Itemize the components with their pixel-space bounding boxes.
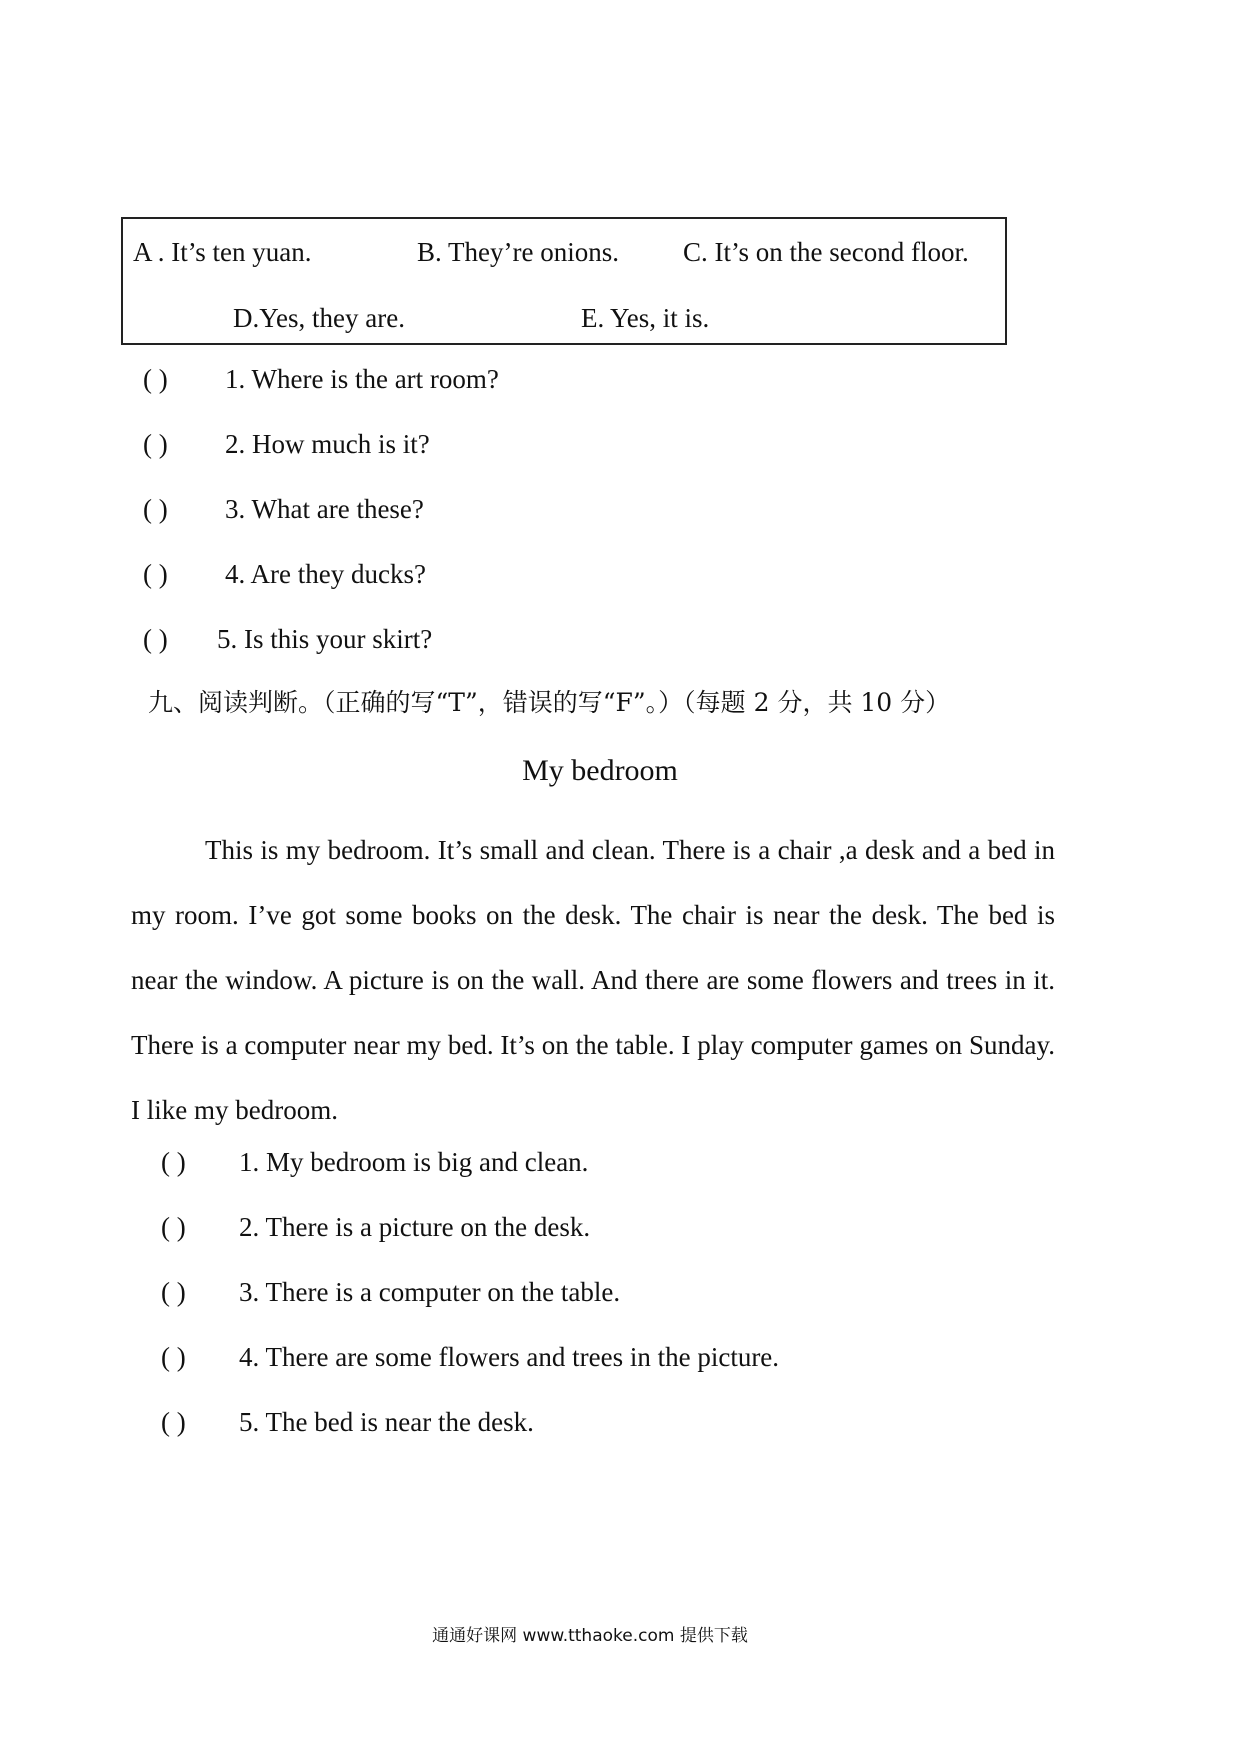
option-b: B. They’re onions. — [417, 237, 619, 267]
judge-question-5 — [161, 1409, 534, 1436]
option-e: E. Yes, it is. — [581, 303, 710, 333]
section-heading: 九、阅读判断。（正确的写“T”，错误的写“F”。）（每题 2 分，共 10 分） — [148, 688, 951, 717]
footer-source: 通通好课网 www.tthaoke.com 提供下载 — [432, 1626, 748, 1646]
passage-title: My bedroom — [522, 754, 678, 787]
question-text: 1. My bedroom is big and clean. — [239, 1147, 589, 1177]
question-text: 3. What are these? — [225, 494, 424, 524]
answer-blank[interactable]: ( ) — [161, 1277, 186, 1307]
matching-question-3 — [143, 496, 424, 523]
answer-options-box — [121, 217, 1007, 345]
answer-blank[interactable]: ( ) — [161, 1147, 186, 1177]
matching-question-5 — [143, 626, 432, 653]
answer-blank[interactable]: ( ) — [143, 559, 168, 589]
matching-question-1 — [143, 366, 499, 393]
judge-question-4 — [161, 1344, 779, 1371]
matching-question-4 — [143, 561, 426, 588]
matching-question-2 — [143, 431, 430, 458]
question-text: 5. Is this your skirt? — [217, 624, 433, 654]
question-text: 4. Are they ducks? — [225, 559, 426, 589]
option-c: C. It’s on the second floor. — [683, 237, 969, 267]
answer-blank[interactable]: ( ) — [161, 1212, 186, 1242]
question-text: 4. There are some flowers and trees in the picture. — [239, 1342, 780, 1372]
judge-question-3 — [161, 1279, 620, 1306]
answer-blank[interactable]: ( ) — [143, 364, 168, 394]
reading-passage: This is my bedroom. It’s small and clean. There is a chair ,a desk and a bed in my room. I’ve got some books on the desk. The chair is near the desk. The bed is near the window. A picture is on the wall. And there are some flowers and trees in it. There is a computer near my bed. It’s on the table. I play computer games on Sunday. I like my bedroom. — [131, 835, 1055, 1125]
question-text: 3. There is a computer on the table. — [239, 1277, 621, 1307]
judge-question-2 — [161, 1214, 590, 1241]
question-text: 1. Where is the art room? — [225, 364, 499, 394]
question-text: 2. There is a picture on the desk. — [239, 1212, 591, 1242]
answer-blank[interactable]: ( ) — [143, 624, 168, 654]
question-text: 2. How much is it? — [225, 429, 430, 459]
option-d: D.Yes, they are. — [233, 303, 405, 333]
answer-blank[interactable]: ( ) — [161, 1342, 186, 1372]
judge-question-1 — [161, 1149, 588, 1176]
answer-blank[interactable]: ( ) — [161, 1407, 186, 1437]
answer-blank[interactable]: ( ) — [143, 494, 168, 524]
question-text: 5. The bed is near the desk. — [239, 1407, 534, 1437]
answer-blank[interactable]: ( ) — [143, 429, 168, 459]
option-a: A . It’s ten yuan. — [133, 237, 312, 267]
